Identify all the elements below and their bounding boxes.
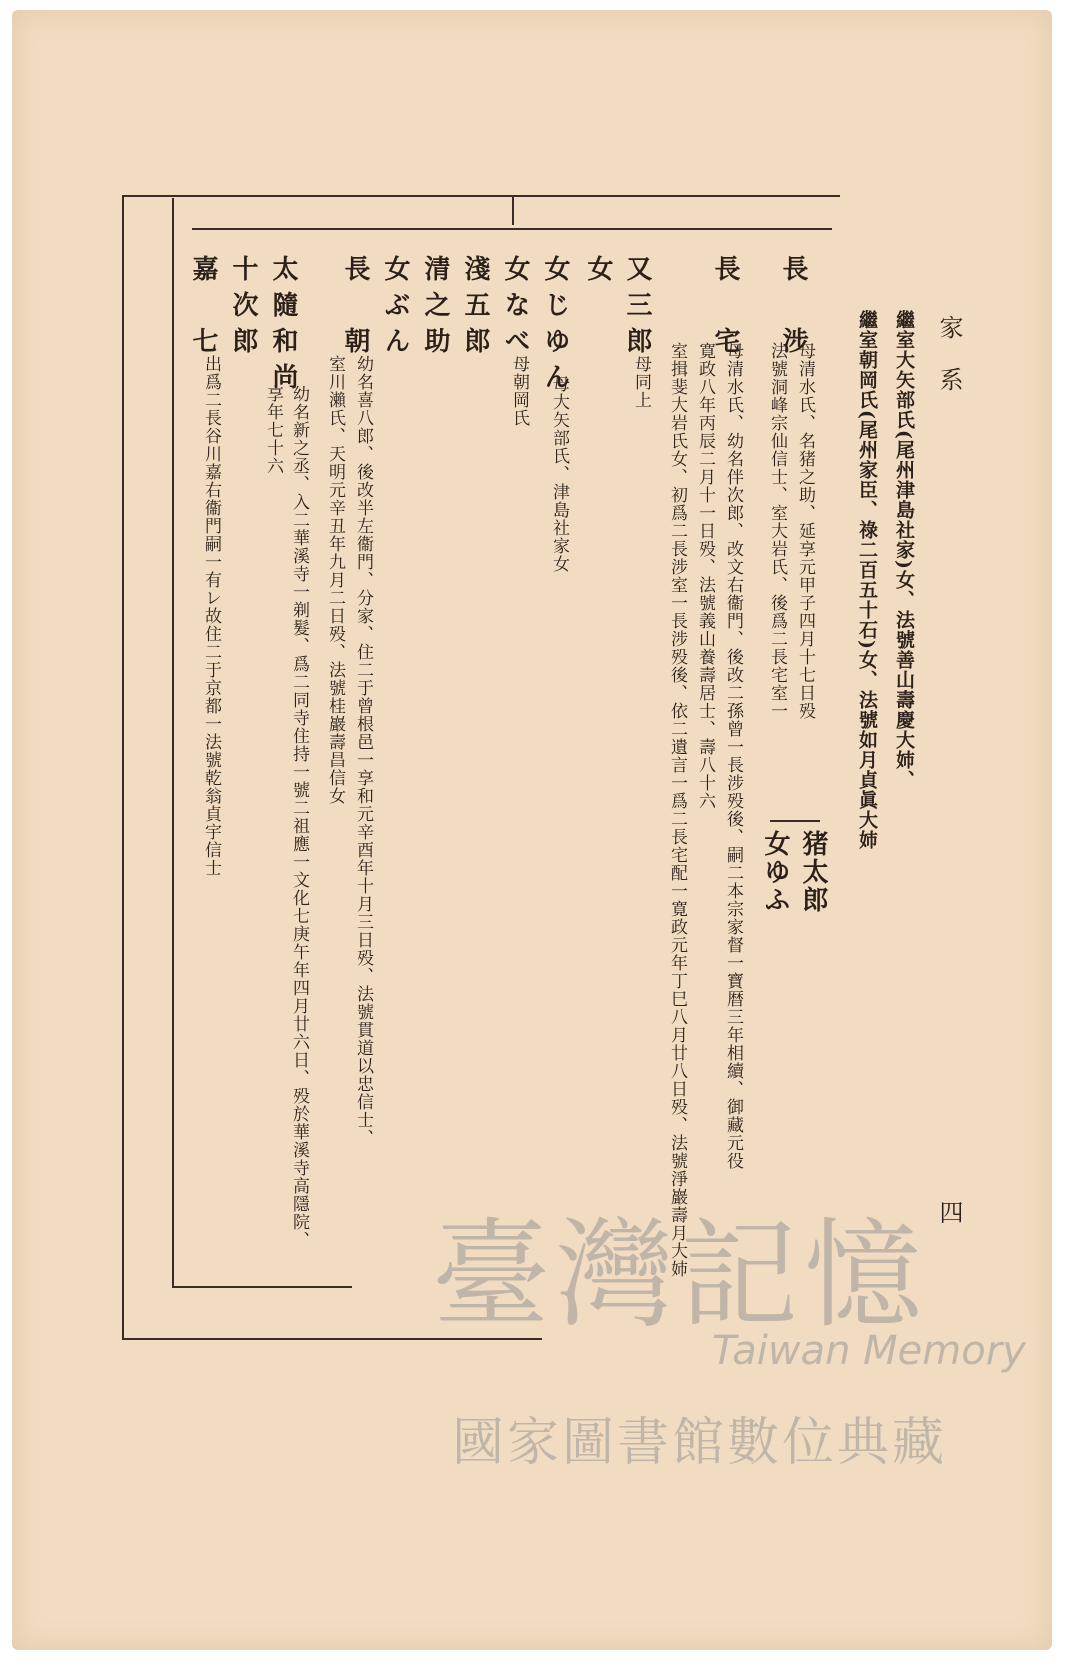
- child-note-1b: 法號洞峰宗仙信士、室大岩氏、後爲二長宅室一: [767, 342, 787, 720]
- inner-bracket-bottom: [172, 1286, 352, 1288]
- child-name-10: 長 朝: [340, 255, 370, 363]
- branch-drop: [512, 195, 514, 225]
- child-note-6: 母朝岡氏: [509, 355, 529, 427]
- inner-bracket-left: [172, 198, 174, 1288]
- child-note-1a: 母清水氏、名猪之助、延享元甲子四月十七日殁: [795, 342, 815, 720]
- page-number: 四: [935, 1200, 963, 1226]
- child-note-2a: 母清水氏、幼名伴次郎、改文右衞門、後改二孫曾一長涉殁後、嗣二本宗家督一寶暦三年相續、御藏元役: [723, 342, 743, 1170]
- child-name-6: 女なべ: [500, 255, 530, 363]
- child-name-12: 十次郎: [228, 255, 258, 363]
- child-note-10b: 室川瀨氏、天明元辛丑年九月二日殁、法號桂巖壽昌信女: [325, 355, 345, 805]
- child-name-8: 清之助: [420, 255, 450, 363]
- child-note-13: 出爲二長谷川嘉右衞門嗣一有レ故住二于京都一法號乾翁貞宇信士: [201, 355, 221, 877]
- child-name-7: 淺五郎: [460, 255, 490, 363]
- child-note-3: 母同上: [631, 355, 651, 409]
- child-note-2c: 室揖斐大岩氏女、初爲二長涉室一長涉殁後、依二遺言一爲二長宅配一寛政元年丁巳八月廿八日殁、法號淨巖壽月大姉: [667, 342, 687, 1278]
- child-name-1: 長 涉: [778, 255, 808, 363]
- spouse-entry-2: 繼室朝岡氏(尾州家臣、祿二百五十石)女、法號如月貞眞大姉: [856, 310, 878, 850]
- child-name-5: 女じゆん: [540, 255, 570, 399]
- grandchild-name-2: 女ゆふ: [760, 830, 790, 914]
- child-note-2b: 寛政八年丙辰二月十一日殁、法號義山養壽居士、壽八十六: [695, 342, 715, 810]
- child-name-3: 又三郎: [622, 255, 652, 363]
- grandchild-name-1: 猪太郎: [798, 830, 828, 914]
- grandchild-bar: [770, 820, 820, 822]
- child-note-5: 母大矢部氏、津島社家女: [549, 375, 569, 573]
- outer-bracket-left: [122, 195, 124, 1340]
- watermark-library: 國家圖書館數位典藏: [452, 1413, 948, 1473]
- child-name-13: 嘉 七: [188, 255, 218, 363]
- child-name-9: 女ぶん: [380, 255, 410, 363]
- child-name-2: 長 宅: [710, 255, 740, 363]
- watermark-english: Taiwan Memory: [712, 1328, 1026, 1374]
- child-note-11b: 享年七十六: [263, 385, 283, 475]
- watermark-chinese: 臺灣記憶: [432, 1206, 929, 1344]
- sibling-bar: [192, 228, 832, 230]
- child-name-4: 女: [583, 255, 613, 291]
- document-page: [12, 10, 1052, 1650]
- spouse-entry-1: 繼室大矢部氏(尾州津島社家)女、法號善山壽慶大姉、: [893, 310, 915, 790]
- child-note-11a: 幼名新之丞、入二華溪寺一剃髮、爲二同寺住持一號二祖應一文化七庚午年四月廿六日、殁於華溪寺高隱院、: [289, 385, 309, 1249]
- outer-bracket-top: [122, 195, 840, 197]
- child-name-11: 太隨和尚: [268, 255, 298, 399]
- child-note-10a: 幼名喜八郎、後改半左衞門、分家、住二于曾根邑一享和元辛酉年十月三日殁、法號貫道以忠信士、: [353, 355, 373, 1147]
- page-title: 家 系: [935, 315, 963, 393]
